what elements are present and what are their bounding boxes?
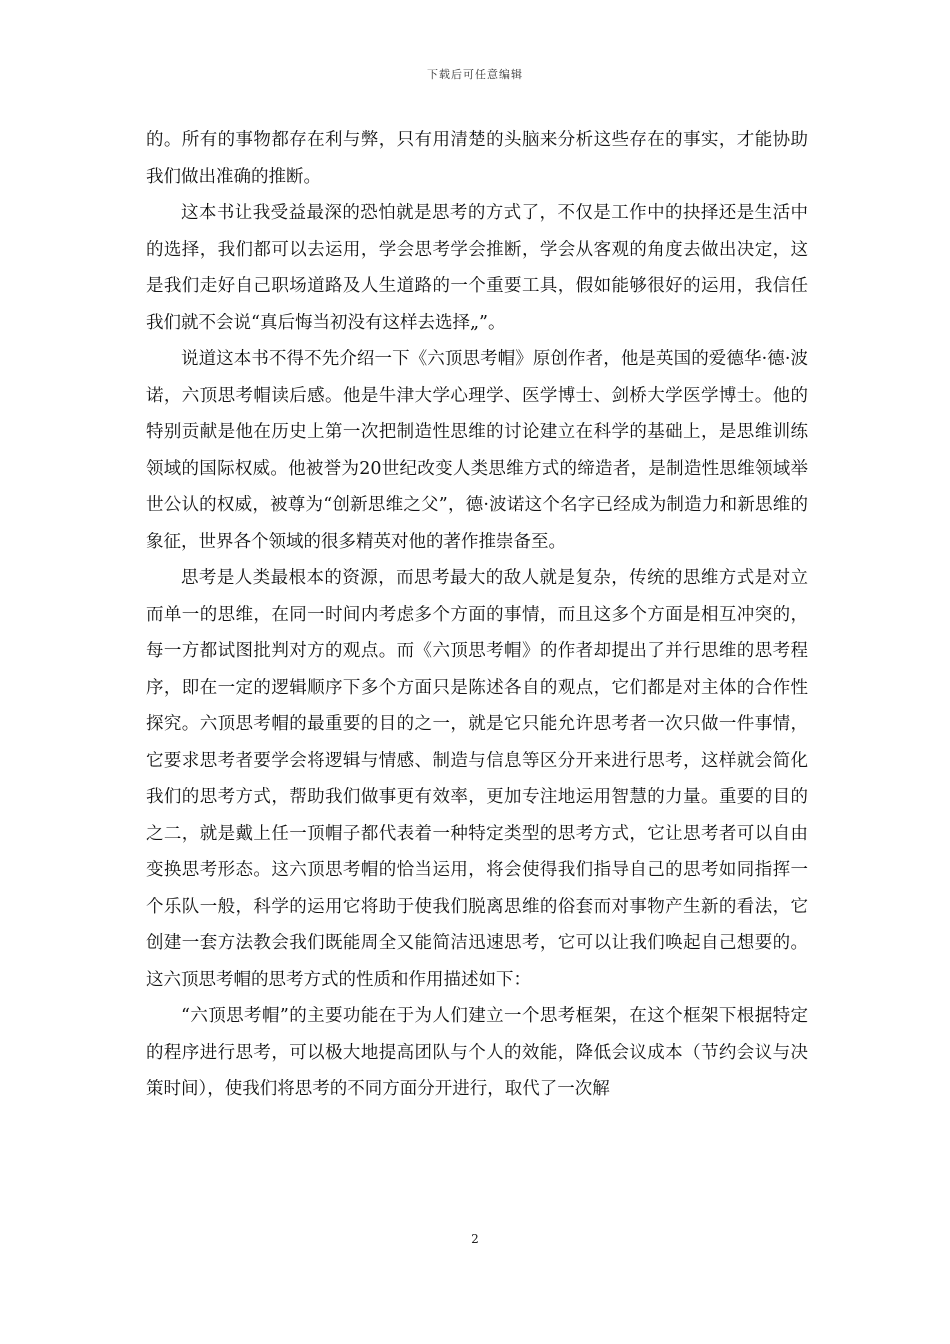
paragraph-continuation: 的。所有的事物都存在利与弊，只有用清楚的头脑来分析这些存在的事实，才能协助我们做出准确的推断。 — [146, 130, 808, 187]
paragraph-author-intro: 说道这本书不得不先介绍一下《六顶思考帽》原创作者，他是英国的爱德华·德·波诺，六顶思考帽读后感。他是牛津大学心理学、医学博士、剑桥大学医学博士。他的特别贡献是他在历史上第一次把制造性思维的讨论建立在科学的基础上，是思维训练领域的国际权威。他被誉为20世纪改变人类思维方式的缔造者，是制造性思维领域举世公认的权威，被尊为“创新思维之父”，德·波诺这个名字已经成为制造力和新思维的象征，世界各个领域的很多精英对他的著作推崇备至。 — [146, 349, 808, 552]
paragraph-parallel-thinking: 思考是人类最根本的资源，而思考最大的敌人就是复杂，传统的思维方式是对立而单一的思维，在同一时间内考虑多个方面的事情，而且这多个方面是相互冲突的，每一方都试图批判对方的观点。而《六顶思考帽》的作者却提出了并行思维的思考程序，即在一定的逻辑顺序下多个方面只是陈述各自的观点，它们都是对主体的合作性探究。六顶思考帽的最重要的目的之一，就是它只能允许思考者一次只做一件事情，它要求思考者要学会将逻辑与情感、制造与信息等区分开来进行思考，这样就会简化我们的思考方式，帮助我们做事更有效率，更加专注地运用智慧的力量。重要的目的之二，就是戴上任一顶帽子都代表着一种特定类型的思考方式，它让思考者可以自由变换思考形态。这六顶思考帽的恰当运用，将会使得我们指导自己的思考如同指挥一个乐队一般，科学的运用它将助于使我们脱离思维的俗套而对事物产生新的看法，它创建一套方法教会我们既能周全又能简洁迅速思考，它可以让我们唤起自己想要的。这六顶思考帽的思考方式的性质和作用描述如下： — [146, 568, 808, 990]
page-number: 2 — [471, 1232, 479, 1246]
paragraph-main-function: “六顶思考帽”的主要功能在于为人们建立一个思考框架，在这个框架下根据特定的程序进行思考，可以极大地提高团队与个人的效能，降低会议成本（节约会议与决策时间），使我们将思考的不同方面分开进行，取代了一次解 — [146, 1006, 808, 1099]
page-header: 下载后可任意编辑 — [427, 68, 523, 81]
paragraph-thinking-method: 这本书让我受益最深的恐怕就是思考的方式了，不仅是工作中的抉择还是生活中的选择，我们都可以去运用，学会思考学会推断，学会从客观的角度去做出决定，这是我们走好自己职场道路及人生道路的一个重要工具，假如能够很好的运用，我信任我们就不会说“真后悔当初没有这样去选择„”。 — [146, 203, 808, 333]
document-body — [146, 122, 808, 1108]
